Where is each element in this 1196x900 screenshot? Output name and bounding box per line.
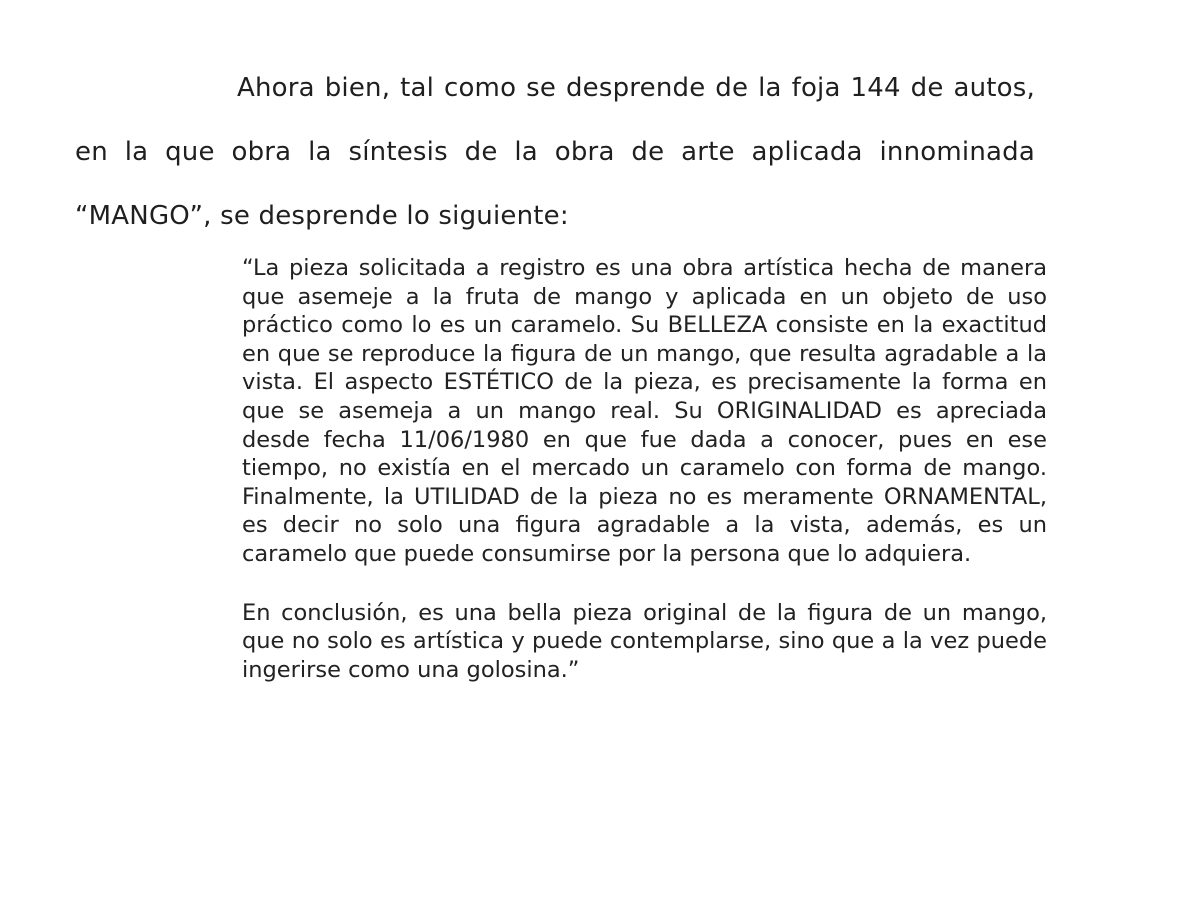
- block-quote: [242, 254, 1047, 684]
- quote-paragraph-2: En conclusión, es una bella pieza original de la figura de un mango, que no solo es artística y puede contemplarse, sino que a la vez puede ingerirse como una golosina.”: [242, 599, 1047, 683]
- quote-paragraph-1: “La pieza solicitada a registro es una obra artística hecha de manera que asemeje a la fruta de mango y aplicada en un objeto de uso práctico como lo es un caramelo. Su BELLEZA consiste en la exactitud en que se reproduce la figura de un mango, que resulta agradable a la vista. El aspecto ESTÉTICO de la pieza, es precisamente la forma en que se asemeja a un mango real. Su ORIGINALIDAD es apreciada desde fecha 11/06/1980 en que fue dada a conocer, pues en ese tiempo, no existía en el mercado un caramelo con forma de mango. Finalmente, la UTILIDAD de la pieza no es meramente ORNAMENTAL, es decir no solo una figura agradable a la vista, además, es un caramelo que puede consumirse por la persona que lo adquiera.: [242, 255, 1047, 567]
- intro-paragraph: Ahora bien, tal como se desprende de la foja 144 de autos, en la que obra la síntesis de la obra de arte aplicada innominada “MANGO”, se desprende lo siguiente:: [75, 73, 1035, 231]
